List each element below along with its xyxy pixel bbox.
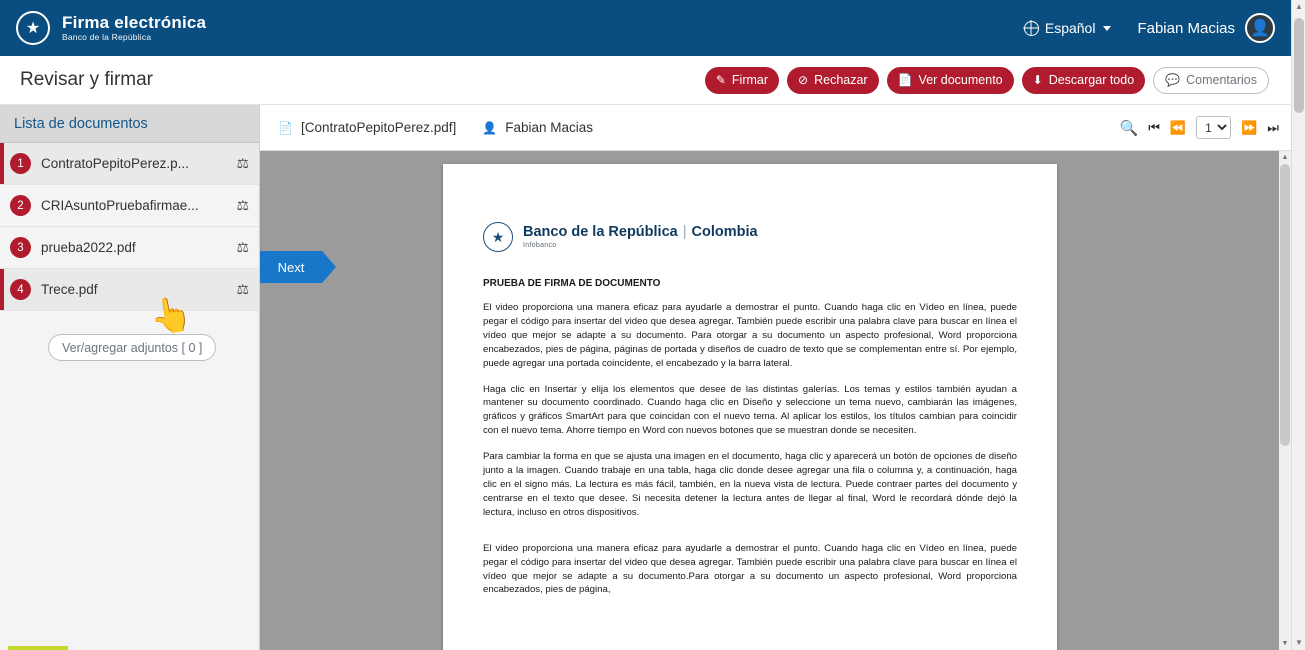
top-right-controls [1024,13,1275,43]
list-item-number: 3 [10,237,31,258]
document-logo-text [523,225,758,250]
list-item[interactable] [0,185,259,227]
download-all-button[interactable] [1022,67,1146,94]
document-canvas [260,151,1291,650]
brand [16,11,206,45]
page-subheader [0,56,1291,105]
scroll-up-icon[interactable]: ▲ [1281,154,1289,161]
signature-icon[interactable]: ⚖ [236,197,249,213]
document-paragraph: Para cambiar la forma en que se ajusta una imagen en el documento, haga clic y aparecerá un botón de opciones de diseño junto a la imagen. Cuando trabaje en una tabla, haga clic donde desee agregar una fila o columna y, a continuación, haga clic en el signo más. La lectura es más fácil, también, en la nueva vista de lectura. Puede contraer partes del documento y centrarse en el texto que desee. Si necesita detener la lectura antes de llegar al final, Word le recordará dónde dejó la lectura, incluso en otros dispositivos. [483,451,1017,518]
viewer-toolbar [260,105,1291,151]
document-paragraph: El video proporciona una manera eficaz para ayudarle a demostrar el punto. Cuando haga clic en Vídeo en línea, puede pegar el código para insertar del video que desea agregar. También puede escribir una palabra clave para buscar en línea el vídeo que mejor se adapte a su documento. Para otorgar a su documento un aspecto profesional, Word proporciona encabezados, pies de página, páginas de portada y diseños de cuadro de texto que se complementan entre sí. Por ejemplo, puede agregar una portada coincidente, el encabezado y la barra lateral. [483,302,1017,369]
list-item-label: Trece.pdf [41,282,98,297]
page-title: Revisar y firmar [20,69,154,90]
tab-signer-label: Fabian Macias [505,120,594,135]
list-item-number: 1 [10,153,31,174]
list-item-number: 2 [10,195,31,216]
user-menu[interactable] [1137,13,1275,43]
view-document-button-label: Ver documento [918,73,1003,87]
download-icon: ⬇ [1032,73,1043,87]
last-page-icon[interactable]: ⏭ [1267,119,1279,135]
zoom-icon[interactable]: 🔍 [1119,119,1139,137]
bank-seal-icon: ★ [16,11,50,45]
top-navigation-bar [0,0,1291,56]
sidebar-title: Lista de documentos [0,105,259,143]
tab-file[interactable] [278,120,456,135]
document-scrollbar[interactable] [1279,151,1291,650]
list-item[interactable] [0,269,259,311]
next-page-icon[interactable]: ⏩ [1241,119,1258,135]
signature-icon[interactable]: ⚖ [236,239,249,255]
active-indicator [0,227,4,268]
list-item[interactable] [0,143,259,185]
ban-icon: ⊘ [798,73,809,87]
view-document-button[interactable] [887,67,1014,94]
active-indicator [0,269,4,310]
person-icon: 👤 [482,120,498,135]
document-heading: PRUEBA DE FIRMA DE DOCUMENTO [483,278,661,289]
next-button-label: Next [277,259,305,275]
next-button[interactable] [260,251,322,283]
comments-button-label: Comentarios [1186,73,1257,87]
tab-file-label: [ContratoPepitoPerez.pdf] [300,120,457,135]
scroll-down-icon[interactable]: ▼ [1295,638,1303,647]
brand-text [62,14,206,43]
comments-button[interactable] [1153,67,1269,94]
accent-bar [8,646,68,650]
list-item-number: 4 [10,279,31,300]
user-name-label: Fabian Macias [1137,19,1235,37]
avatar: 👤 [1245,13,1275,43]
scroll-up-icon[interactable]: ▲ [1295,2,1303,11]
list-item-label: CRIAsuntoPruebafirmae... [41,198,199,213]
document-viewer [260,105,1291,650]
action-buttons [705,67,1269,94]
chevron-down-icon [1103,26,1111,31]
viewer-tabs [278,120,593,135]
list-item-label: prueba2022.pdf [41,240,136,255]
mouse-cursor: 👆 [147,294,195,338]
bank-seal-icon: ★ [483,222,513,252]
app-subtitle: Banco de la República [62,32,152,43]
scrollbar-thumb[interactable] [1294,18,1304,113]
document-logo-country: Colombia [691,223,758,240]
prev-page-icon[interactable]: ⏪ [1169,119,1187,135]
sign-button-label: Firmar [731,73,769,87]
scroll-down-icon[interactable]: ▼ [1281,640,1289,647]
sign-button[interactable] [705,67,779,94]
pen-icon: ✎ [715,73,726,87]
signature-icon[interactable]: ⚖ [236,155,249,171]
active-indicator [0,185,4,226]
file-icon: 📄 [897,73,913,87]
document-page [443,164,1057,650]
list-item[interactable] [0,227,259,269]
active-indicator [0,143,4,184]
document-paragraph: El video proporciona una manera eficaz para ayudarle a demostrar el punto. Cuando haga clic en Vídeo en línea, puede pegar el código para insertar del video que desea agregar. También puede escribir una palabra clave para buscar en línea el vídeo que mejor se adapte a su documento.Para otorgar a su documento un aspecto profesional, Word proporciona encabezados, pies de página, [483,542,1017,596]
scrollbar-thumb[interactable] [1280,164,1290,446]
comment-icon: 💬 [1165,73,1181,87]
document-logo-bank: Banco de la República [523,223,678,240]
attachments-button[interactable]: Ver/agregar adjuntos [ 0 ] [48,334,216,361]
logo-separator: | [682,223,687,240]
download-all-button-label: Descargar todo [1048,73,1135,87]
document-list-sidebar [0,105,260,650]
reject-button[interactable] [787,67,879,94]
document-logo-sub: Infobanco [523,241,557,249]
page-number-select[interactable] [1196,116,1231,139]
viewer-pagination [1120,116,1279,139]
app-title: Firma electrónica [62,12,207,32]
signature-icon[interactable]: ⚖ [236,281,249,297]
reject-button-label: Rechazar [814,73,868,87]
file-icon: 📄 [278,120,293,135]
document-logo-main [523,225,758,241]
list-item-label: ContratoPepitoPerez.p... [41,156,189,171]
document-logo [483,222,1017,252]
tab-signer[interactable] [482,120,593,135]
first-page-icon[interactable]: ⏮ [1148,119,1160,135]
language-label: Español [1044,20,1096,36]
globe-icon [1024,21,1039,36]
page-scrollbar[interactable] [1291,0,1305,650]
language-selector[interactable] [1024,20,1112,36]
document-paragraph: Haga clic en Insertar y elija los elementos que desee de las distintas galerías. Los temas y estilos también ayudan a mantener su documento coordinado. Cuando haga clic en Diseño y seleccione un tema nuevo, cambiarán las imágenes, gráficos y gráficos SmartArt para que coincidan con el nuevo tema. Al aplicar los estilos, los títulos cambian para coincidir con el nuevo tema. Ahorre tiempo en Word con nuevos botones que se muestran donde se necesiten. [483,383,1017,437]
